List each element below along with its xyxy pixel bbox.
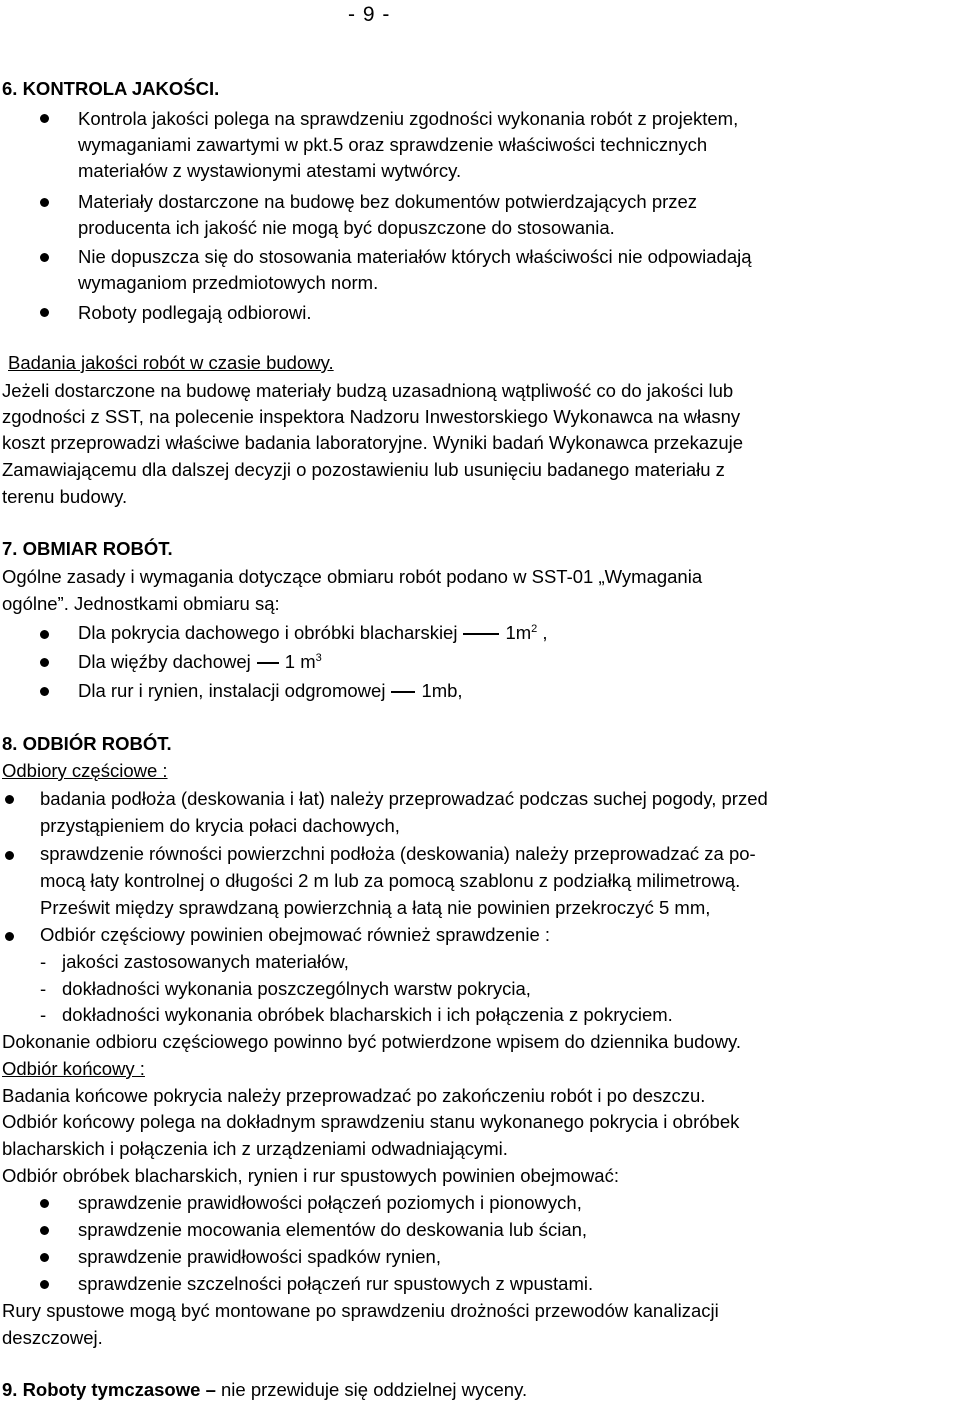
s8-partial-2-line-3: Prześwit między sprawdzaną powierzchnią a łatą nie powinien przekroczyć 5 mm, xyxy=(40,897,711,918)
bullet-icon xyxy=(5,851,14,860)
bullet-icon xyxy=(40,658,49,667)
s8-final-bullet-3: sprawdzenie prawidłowości spadków rynien, xyxy=(78,1246,441,1267)
s8-dash-2: dokładności wykonania poszczególnych warstw pokrycia, xyxy=(62,978,531,999)
s8-partial-1-line-1: badania podłoża (deskowania i łat) należy przeprowadzać podczas suchej pogody, przed xyxy=(40,788,768,809)
s6-bullet-1-line-2: wymaganiami zawartymi w pkt.5 oraz sprawdzenie właściwości technicznych xyxy=(78,134,708,155)
s7-item-1-text: Dla pokrycia dachowego i obróbki blacharskiej xyxy=(78,622,458,643)
dash-marker: - xyxy=(40,1004,47,1025)
s7-item-2-unit: 1 m xyxy=(284,651,316,672)
s7-intro-line-1: Ogólne zasady i wymagania dotyczące obmiaru robót podano w SST-01 „Wymagania xyxy=(2,566,703,587)
s7-item-1 xyxy=(78,622,548,644)
bullet-icon xyxy=(40,1199,49,1208)
section-9 xyxy=(2,1379,527,1401)
s6-bullet-2-line-2: producenta ich jakość nie mogą być dopuszczone do stosowania. xyxy=(78,217,615,238)
s6-paragraph-line-4: Zamawiającemu dla dalszej decyzji o pozostawieniu lub usunięciu badanego materiału z xyxy=(2,459,725,480)
s7-item-3 xyxy=(78,680,463,702)
s8-final-bullet-1: sprawdzenie prawidłowości połączeń poziomych i pionowych, xyxy=(78,1192,582,1213)
s7-item-1-sup: 2 xyxy=(531,622,538,635)
partial-acceptance-label: Odbiory częściowe : xyxy=(2,760,168,781)
long-dash xyxy=(463,633,499,635)
s8-final-line-1: Badania końcowe pokrycia należy przeprowadzać po zakończeniu robót i po deszczu. xyxy=(2,1085,706,1106)
s6-bullet-3-line-2: wymaganiom przedmiotowych norm. xyxy=(78,272,379,293)
s6-subheading: Badania jakości robót w czasie budowy. xyxy=(8,352,334,373)
s6-bullet-3-line-1: Nie dopuszcza się do stosowania materiałów których właściwości nie odpowiadają xyxy=(78,246,752,267)
bullet-icon xyxy=(40,687,49,696)
dash-marker: - xyxy=(40,978,47,999)
s6-paragraph-line-5: terenu budowy. xyxy=(2,486,128,507)
s7-item-3-text: Dla rur i rynien, instalacji odgromowej xyxy=(78,680,386,701)
bullet-icon xyxy=(40,1226,49,1235)
section-7-heading: 7. OBMIAR ROBÓT. xyxy=(2,538,173,559)
bullet-icon xyxy=(40,114,49,123)
s8-final-bullet-2: sprawdzenie mocowania elementów do deskowania lub ścian, xyxy=(78,1219,588,1240)
s8-final-bullet-4: sprawdzenie szczelności połączeń rur spustowych z wpustami. xyxy=(78,1273,594,1294)
s6-bullet-1-line-1: Kontrola jakości polega na sprawdzeniu zgodności wykonania robót z projektem, xyxy=(78,108,739,129)
s8-partial-closing: Dokonanie odbioru częściowego powinno być potwierdzone wpisem do dziennika budowy. xyxy=(2,1031,742,1052)
s6-paragraph-line-1: Jeżeli dostarczone na budowę materiały budzą uzasadnioną wątpliwość co do jakości lub xyxy=(2,380,734,401)
s8-partial-1-line-2: przystąpieniem do krycia połaci dachowych, xyxy=(40,815,400,836)
long-dash xyxy=(391,691,415,693)
s6-bullet-4: Roboty podlegają odbiorowi. xyxy=(78,302,312,323)
section-9-dash: – xyxy=(205,1379,216,1400)
s6-paragraph-line-3: koszt przeprowadzi właściwe badania laboratoryjne. Wyniki badań Wykonawca przekazuje xyxy=(2,432,744,453)
s8-partial-3: Odbiór częściowy powinien obejmować również sprawdzenie : xyxy=(40,924,551,945)
s8-closing-line-1: Rury spustowe mogą być montowane po sprawdzeniu drożności przewodów kanalizacji xyxy=(2,1300,719,1321)
bullet-icon xyxy=(5,932,14,941)
bullet-icon xyxy=(40,308,49,317)
s8-final-line-2: Odbiór końcowy polega na dokładnym sprawdzeniu stanu wykonanego pokrycia i obróbek xyxy=(2,1111,740,1132)
s6-paragraph-line-2: zgodności z SST, na polecenie inspektora Nadzoru Inwestorskiego Wykonawca na własny xyxy=(2,406,741,427)
s8-closing-line-2: deszczowej. xyxy=(2,1327,103,1348)
s8-dash-1: jakości zastosowanych materiałów, xyxy=(62,951,349,972)
bullet-icon xyxy=(40,1280,49,1289)
section-9-text: nie przewiduje się oddzielnej wyceny. xyxy=(221,1379,528,1400)
s7-item-2-text: Dla więźby dachowej xyxy=(78,651,251,672)
s7-item-3-unit: 1mb, xyxy=(421,680,463,701)
bullet-icon xyxy=(40,630,49,639)
s7-item-2-sup: 3 xyxy=(315,651,322,664)
section-8-heading: 8. ODBIÓR ROBÓT. xyxy=(2,733,172,754)
s7-item-1-unit: 1m xyxy=(505,622,532,643)
s7-item-1-tail: , xyxy=(537,622,548,643)
dash-marker: - xyxy=(40,951,47,972)
s8-final-line-3: blacharskich i połączenia ich z urządzeniami odwadniającymi. xyxy=(2,1138,508,1159)
page-number: - 9 - xyxy=(348,3,391,26)
section-9-heading: 9. Roboty tymczasowe xyxy=(2,1379,201,1400)
bullet-icon xyxy=(40,253,49,262)
s8-final-line-4: Odbiór obróbek blacharskich, rynien i rur spustowych powinien obejmować: xyxy=(2,1165,619,1186)
long-dash xyxy=(257,662,279,664)
s6-bullet-2-line-1: Materiały dostarczone na budowę bez dokumentów potwierdzających przez xyxy=(78,191,698,212)
s8-partial-2-line-2: mocą łaty kontrolnej o długości 2 m lub za pomocą szablonu z podziałką milimetrową. xyxy=(40,870,741,891)
s8-partial-2-line-1: sprawdzenie równości powierzchni podłoża (deskowania) należy przeprowadzać za po- xyxy=(40,843,756,864)
section-6-heading: 6. KONTROLA JAKOŚCI. xyxy=(2,78,220,99)
s6-bullet-1-line-3: materiałów z wystawionymi atestami wytwórcy. xyxy=(78,160,462,181)
bullet-icon xyxy=(5,795,14,804)
s7-intro-line-2: ogólne”. Jednostkami obmiaru są: xyxy=(2,593,280,614)
final-acceptance-label: Odbiór końcowy : xyxy=(2,1058,145,1079)
s8-dash-3: dokładności wykonania obróbek blacharskich i ich połączenia z pokryciem. xyxy=(62,1004,673,1025)
bullet-icon xyxy=(40,1253,49,1262)
s7-item-2 xyxy=(78,651,322,673)
bullet-icon xyxy=(40,198,49,207)
